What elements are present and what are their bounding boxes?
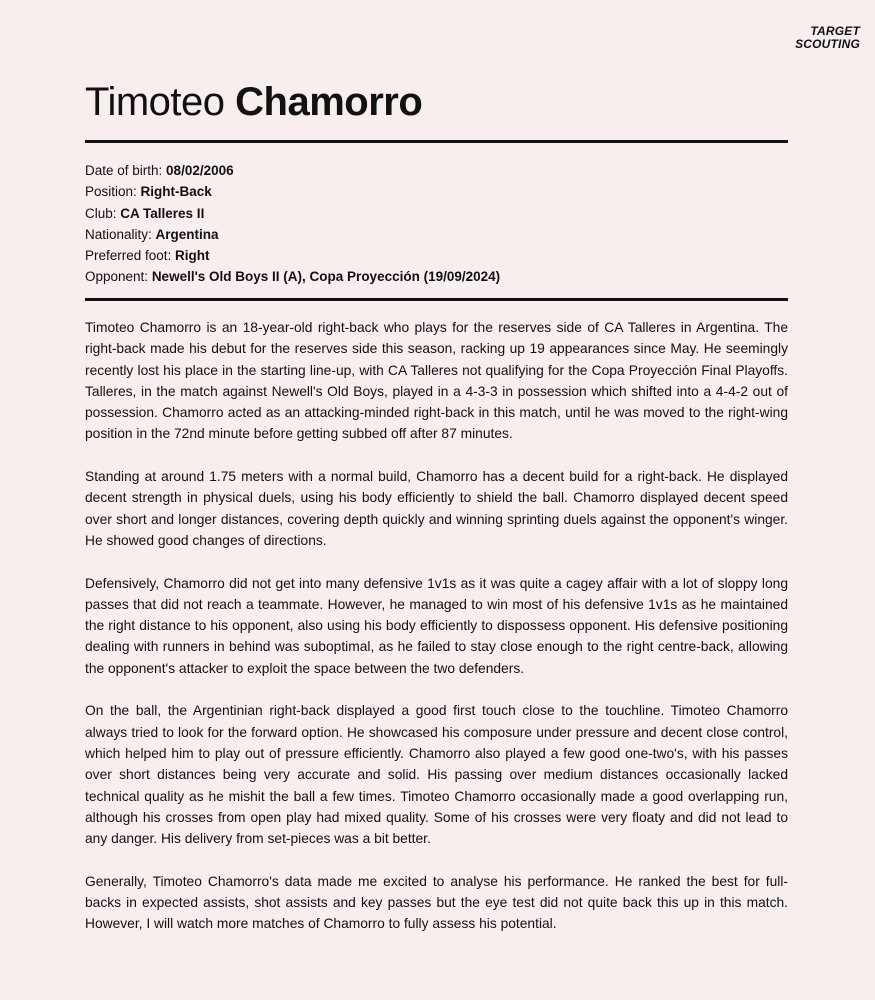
detail-value: 08/02/2006 — [166, 163, 234, 178]
detail-value: Right-Back — [140, 184, 212, 200]
detail-label: Date of birth: — [85, 163, 167, 178]
detail-label: Opponent: — [85, 269, 152, 285]
detail-preferred-foot — [85, 245, 500, 266]
divider-bottom — [85, 298, 788, 301]
detail-label: Preferred foot: — [85, 248, 176, 264]
detail-opponent — [85, 266, 500, 287]
scouting-report — [85, 317, 788, 956]
detail-value: Newell's Old Boys II (A), Copa Proyección (19/09/2024) — [151, 269, 501, 285]
player-last-name: Chamorro — [235, 80, 423, 124]
player-first-name: Timoteo — [85, 80, 225, 124]
report-paragraph: Standing at around 1.75 meters with a normal build, Chamorro has a decent build for a right-back. He displayed decent strength in physical duels, using his body efficiently to shield the ball. Chamorro displayed decent speed over short and longer distances, covering depth quickly and winning sprinting duels against the opponent's winger. He showed good changes of directions. — [85, 469, 788, 548]
brand-line-2: SCOUTING — [795, 37, 860, 51]
brand-line-1: TARGET — [810, 24, 860, 38]
detail-nationality — [85, 224, 500, 245]
report-paragraph: Defensively, Chamorro did not get into many defensive 1v1s as it was quite a cagey affair with a lot of sloppy long passes that did not reach a teammate. However, he managed to win most of his defensive 1v1s as he maintained the right distance to his opponent, also using his body efficiently to dispossess opponent. His defensive positioning dealing with runners in behind was suboptimal, as he failed to stay close enough to the right centre-back, allowing the opponent's attacker to exploit the space between the two defenders. — [85, 575, 788, 676]
detail-label: Position: — [85, 184, 141, 200]
detail-date-of-birth — [85, 160, 500, 181]
detail-club — [85, 203, 500, 224]
detail-label: Club: — [85, 205, 121, 221]
divider-top — [85, 140, 788, 143]
detail-label: Nationality: — [85, 226, 156, 242]
report-paragraph: Generally, Timoteo Chamorro's data made me excited to analyse his performance. He ranked the best for full-backs in expected assists, shot assists and key passes but the eye test did not quite back this up in this match. However, I will watch more matches of Chamorro to fully assess his potential. — [85, 873, 788, 932]
report-paragraph: On the ball, the Argentinian right-back displayed a good first touch close to the touchline. Timoteo Chamorro always tried to look for the forward option. He showcased his composure under pressure and decent close control, which helped him to play out of pressure efficiently. Chamorro also played a few good one-two's, with his passes over short distances being very accurate and solid. His passing over medium distances occasionally lacked technical quality as he mishit the ball a few times. Timoteo Chamorro occasionally made a good overlapping run, although his crosses from open play had mixed quality. Some of his crosses were very floaty and did not lead to any danger. His delivery from set-pieces was a bit better. — [85, 703, 788, 847]
report-paragraph: Timoteo Chamorro is an 18-year-old right-back who plays for the reserves side of CA Talleres in Argentina. The right-back made his debut for the reserves side this season, racking up 19 appearances since May. He seemingly recently lost his place in the starting line-up, with CA Talleres not qualifying for the Copa Proyección Final Playoffs. Talleres, in the match against Newell's Old Boys, played in a 4-3-3 in possession which shifted into a 4-4-2 out of possession. Chamorro acted as an attacking-minded right-back in this match, until he was moved to the right-wing position in the 72nd minute before getting subbed off after 87 minutes. — [85, 320, 788, 442]
detail-value: Argentina — [155, 226, 219, 242]
detail-value: CA Talleres II — [120, 205, 205, 221]
brand-logo — [795, 25, 860, 51]
page-title — [85, 78, 422, 126]
detail-position — [85, 181, 500, 202]
detail-value: Right — [175, 248, 210, 264]
player-details — [85, 160, 500, 288]
